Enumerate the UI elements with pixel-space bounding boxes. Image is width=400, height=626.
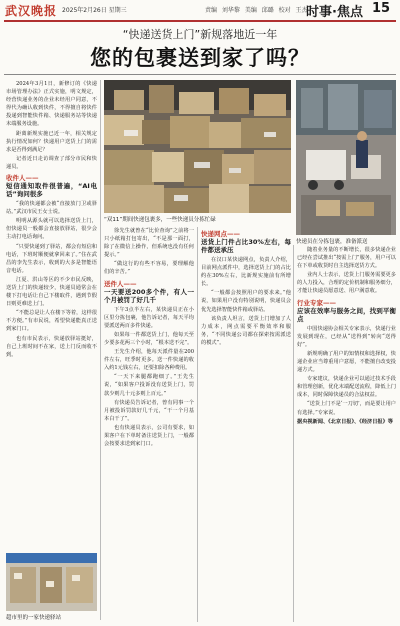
subhead-courier-text: 一天要送200多个件，有人一个月被罚了好几千 bbox=[104, 287, 194, 304]
body-paragraph: 徐先生就曾在“比价查询”之前将一只小纸箱打包寄出，“不是那一面打，除了在微信上操作，但系统也没有任何提示。” bbox=[104, 228, 194, 259]
column-3 bbox=[201, 227, 291, 622]
body-paragraph: 也有市民表示，快递放驿站挺好，自己上班时间不在家，送上门反而收不到。 bbox=[6, 335, 97, 358]
body-paragraph: “不能总是让人在楼下等着，这样很不方便。”有市民说，希望快递能真正送到家门口。 bbox=[6, 310, 97, 333]
body-paragraph: 王先生介绍，他每天派件量在200件左右，旺季时更多。送一件快递的收入约1元钱左右，还要扣除各种费用。 bbox=[104, 349, 194, 372]
subhead-recipient bbox=[6, 174, 97, 198]
body-paragraph: 随着业务量的不断增长，很多快递企业已经在尝试推出“按需上门”服务，用户可以在下单或收货时自主选择送货方式。 bbox=[297, 247, 396, 270]
kicker: “快递送货上门”新规落地近一年 bbox=[122, 28, 278, 41]
intro-paragraph: 2024年3月1日，新修订的《快递市场管理办法》正式实施，明文规定，经营快递业务的企业未经用户同意，不得代为确认收到快件，不得擅自将快件投递到智能快件箱、快递服务站等快递末端服务设施。 bbox=[6, 81, 97, 128]
body-paragraph: 明明从源头就可以选择送货上门，但快递员一般都会直接放驿站，很少会主动打电话询问。 bbox=[6, 218, 97, 241]
body-paragraph: 在汉口某快递网点，负责人介绍，目前网点派件中，选择送货上门的占比约在30%左右，比新规实施前有所增长。 bbox=[201, 257, 291, 288]
page-header bbox=[0, 0, 400, 20]
subhead-expert-text: 应该在效率与服务之间，找到平衡点 bbox=[297, 306, 396, 323]
column-divider bbox=[197, 227, 198, 622]
parcel-pile-photo bbox=[104, 80, 291, 213]
station-photo bbox=[6, 553, 97, 611]
column-4 bbox=[297, 246, 396, 622]
body-paragraph: 新规明确了用户的知情权和选择权，快递企业应当尊重用户意愿，不能擅自改变投递方式。 bbox=[297, 350, 396, 374]
subhead-recipient-label: 收件人—— bbox=[6, 174, 39, 183]
photo2-caption: 快递员在分拣包裹，准备派送 bbox=[296, 239, 368, 245]
header-rule bbox=[4, 20, 396, 22]
body-paragraph: “做这行的有些不容易，要理解他们的辛苦。” bbox=[104, 261, 194, 276]
subhead-network bbox=[201, 230, 291, 254]
subhead-courier-label: 送件人—— bbox=[104, 279, 137, 288]
body-paragraph: 该负责人坦言，送货上门增加了人力成本，网点需要平衡效率和服务，“不同快递公司都在探索按需派送的模式”。 bbox=[201, 315, 291, 346]
body-paragraph: “只要快递到了驿站，都会有短信和电话，下班时顺便就拿回来了。”住在武昌的李先生表示，收到的大多是智能语音电话。 bbox=[6, 243, 97, 274]
subhead-courier bbox=[104, 280, 194, 304]
editor-credits: 责编 刘华黎 美编 邱璐 校对 王杰 bbox=[205, 7, 308, 14]
parcel-pile-image bbox=[104, 80, 291, 213]
issue-date: 2025年2月26日 星期三 bbox=[62, 7, 127, 14]
column-divider bbox=[100, 80, 101, 620]
body-paragraph: 有快递员告诉记者，曾有同事一个月被投诉罚款好几千元，“干一个月基本白干了”。 bbox=[104, 399, 194, 422]
body-paragraph: “一天下来腿都跑细了。”王先生说，“如果客户投诉没有送货上门，罚款少则几十元多则上百元。” bbox=[104, 374, 194, 397]
page-number: 15 bbox=[372, 1, 391, 16]
section-title: 时事·焦点 bbox=[306, 5, 363, 20]
body-paragraph: “送货上门不是‘一刀切’，而是要让用户有选择。”专家说。 bbox=[297, 401, 396, 416]
photo3-caption: 超市里的一家快递驿站 bbox=[6, 615, 62, 621]
byline: 据央视新闻、《北京日报》、《经济日报》等 bbox=[297, 418, 393, 425]
body-paragraph: 也有快递员表示，公司有要求，如果客户在下单时备注送货上门，一般都会按要求送到家门口。 bbox=[104, 424, 194, 448]
body-paragraph: 业内人士表示，送货上门服务需要更多的人力投入，合理的定价机制和服务细分，才能让快递员愿意送、用户满意收。 bbox=[297, 272, 396, 295]
intro-paragraph-3: 记者近日走访调查了部分市民和快递员。 bbox=[6, 155, 97, 170]
headline: 您的包裹送到家了吗？ bbox=[90, 46, 310, 70]
body-paragraph: “我的快递都会被“直接放门卫或驿站。”武汉市民王女士说。 bbox=[6, 201, 97, 216]
station-image bbox=[6, 553, 97, 611]
subhead-network-text: 送货上门件占比30%左右，每件都送承压 bbox=[201, 238, 291, 254]
column-1 bbox=[6, 80, 97, 550]
subhead-expert bbox=[297, 299, 396, 323]
subhead-expert-label: 行业专家—— bbox=[297, 298, 336, 307]
photo1-caption: “双11”期间快递包裹多，一些快递员分拣忙碌 bbox=[104, 217, 216, 223]
headline-rule bbox=[4, 74, 396, 75]
masthead: 武汉晚报 bbox=[5, 4, 58, 18]
body-paragraph: 如果每一件都送货上门，他每天至少要多花两三个小时，“根本送不完”。 bbox=[104, 331, 194, 346]
body-paragraph: 中国快递协会相关专家表示，快递行业发展到现在，已经从“送得到”转向“送得好”。 bbox=[297, 325, 396, 348]
delivery-scene-image bbox=[296, 80, 396, 235]
intro-paragraph-2: 距离新规实施已近一年，相关规定执行情况如何？快递用户送货上门的需求是否得到满足？ bbox=[6, 130, 97, 153]
body-paragraph: 江夏、洪山等区的不少市民反映，送货上门的快递较少，快递员通常会在楼下打电话让自己下楼取件，遇到节假日则更难送上门。 bbox=[6, 276, 97, 308]
body-paragraph: “一般都会按照用户的要求来。”他说，如果用户没有特别说明，快递员会优先选择智能快件箱或驿站。 bbox=[201, 290, 291, 313]
delivery-scene-photo bbox=[296, 80, 396, 235]
body-paragraph: 专家建议，快递企业可以通过技术手段和管理创新，优化末端配送流程，降低上门成本，同时保障快递员的合法权益。 bbox=[297, 376, 396, 399]
subhead-network-label: 快递网点—— bbox=[201, 230, 240, 238]
column-2 bbox=[104, 227, 194, 622]
body-paragraph: 下午3点半左右，某快递员正在小区里分拣包裹，他告诉记者，每天平均要派送两百多件快递。 bbox=[104, 306, 194, 329]
subhead-recipient-text: 短信通知取件很普遍，“AI电话”询问很多 bbox=[6, 182, 97, 199]
column-divider bbox=[293, 245, 294, 622]
